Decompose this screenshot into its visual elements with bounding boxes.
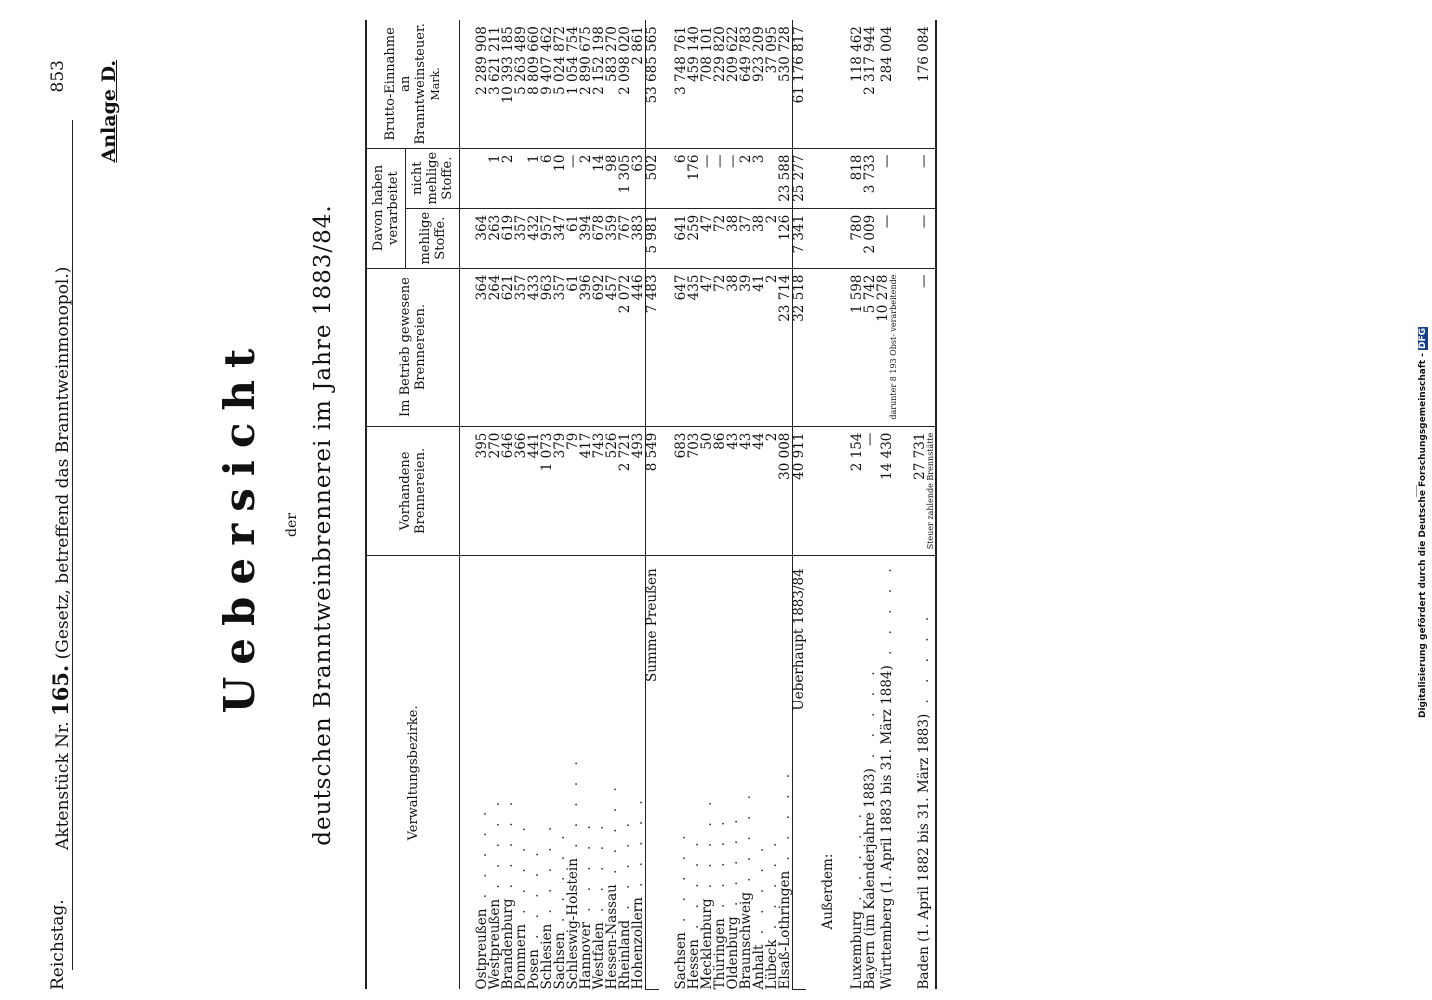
page-subtitle: deutschen Branntweinbrennerei im Jahre 1883/84.	[310, 204, 336, 846]
row-label-text: Rheinland	[617, 919, 633, 990]
cell-mehlige: 957	[541, 208, 554, 268]
empty-cell	[822, 20, 835, 148]
cell-brutto: 2 890 675	[580, 20, 593, 148]
leader-dots: . . . . .	[565, 755, 581, 859]
cell-brutto: 1 054 754	[567, 20, 580, 148]
cell-brutto: 2 317 944	[864, 20, 877, 148]
cell-brutto: 708 101	[701, 20, 714, 148]
leader-dots: . . . . .	[673, 829, 689, 933]
ausserdem-row	[822, 20, 835, 989]
brutto-header-text: Brutto-Einnahme an Branntweinsteuer.	[383, 23, 428, 145]
cell-mehlige: 259	[688, 208, 701, 268]
cell-betrieb: 72	[714, 268, 727, 426]
cell-brutto: 923 209	[753, 20, 766, 148]
spacer-cell	[898, 20, 914, 148]
row-label-text: Mecklenburg	[699, 898, 715, 990]
row-label-text: Oldenburg	[725, 916, 741, 990]
row-label-text: Hessen	[686, 939, 702, 990]
cell-nicht: 14	[593, 148, 606, 208]
cell-brutto: 37 095	[766, 20, 779, 148]
cell-mehlige: 38	[727, 208, 740, 268]
cell-vorhandene: 2	[766, 426, 779, 556]
cell-betrieb: 647	[675, 268, 688, 426]
cell-betrieb: 435	[688, 268, 701, 426]
cell-betrieb: 5 742	[864, 268, 877, 426]
cell-nicht: —	[727, 148, 740, 208]
col-header-nicht-mehlige: nicht mehlige Stoffe.	[406, 148, 460, 208]
row-label-text: Schlesien	[539, 923, 555, 990]
cell-mehlige: 357	[515, 208, 528, 268]
spacer-cell	[898, 148, 914, 208]
cell-mehlige: 383	[632, 208, 646, 268]
cell-vorhandene: 743	[593, 426, 606, 556]
leader-dots: . . . . .	[777, 767, 793, 871]
brutto-header-unit: Mark.	[429, 67, 442, 101]
row-label	[646, 556, 660, 990]
cell-mehlige: 364	[476, 208, 489, 268]
spacer-cell	[806, 208, 822, 268]
leader-dots: . . . . .	[916, 610, 932, 714]
row-label	[877, 556, 898, 990]
row-label	[864, 556, 877, 990]
cell-betrieb: 38	[727, 268, 740, 426]
cell-mehlige: 126	[779, 208, 793, 268]
cell-vorhandene: 30 008	[779, 426, 793, 556]
page-fold-mark	[1416, 485, 1417, 497]
row-label-text: Hannover	[578, 922, 594, 990]
spacer-cell	[806, 20, 822, 148]
leader-dots: . . . . .	[500, 795, 516, 899]
cell-nicht: 3 733	[864, 148, 877, 208]
extra-row	[877, 20, 898, 989]
digitization-credit	[1418, 60, 1432, 985]
row-label-text: Hessen-Nassau	[604, 884, 620, 990]
row-label-text: Brandenburg	[500, 898, 516, 990]
cell-mehlige: 2 009	[864, 208, 877, 268]
table-body	[460, 20, 937, 989]
leader-dots: . . . . .	[764, 836, 780, 940]
row-label-text: Schleswig-Holstein	[565, 858, 581, 990]
leader-dots: . . . . .	[578, 819, 594, 923]
cell-vorhandene: 14 430	[877, 426, 898, 556]
row-label-text: Ueberhaupt 1883/84	[791, 568, 807, 711]
cell-vorhandene: 270	[489, 426, 502, 556]
cell-betrieb: 692	[593, 268, 606, 426]
cell-mehlige: 347	[554, 208, 567, 268]
page-title: Uebersicht	[215, 336, 264, 714]
header-aktenstueck-label: Aktenstück Nr.	[53, 721, 73, 850]
col-header-bezirke: Verwaltungsbezirke.	[366, 556, 460, 990]
cell-brutto: 3 748 761	[675, 20, 688, 148]
baden-note: Steuer zahlende Brennstätte	[926, 432, 935, 550]
cell-vorhandene: 526	[606, 426, 619, 556]
cell-betrieb: 364	[476, 268, 489, 426]
cell-brutto: 2 152 198	[593, 20, 606, 148]
cell-betrieb: 963	[541, 268, 554, 426]
cell-nicht: —	[567, 148, 580, 208]
cell-nicht: 98	[606, 148, 619, 208]
row-label	[793, 556, 807, 990]
cell-vorhandene: 379	[554, 426, 567, 556]
cell-nicht: 6	[541, 148, 554, 208]
cell-vorhandene: 2 721	[619, 426, 632, 556]
cell-betrieb: 357	[554, 268, 567, 426]
cell-betrieb: 7 483	[646, 268, 660, 426]
cell-nicht: 63	[632, 148, 646, 208]
extra-row	[864, 20, 877, 989]
cell-mehlige: 61	[567, 208, 580, 268]
row-label-text: Sachsen	[673, 932, 689, 990]
leader-dots: . . . . .	[751, 841, 767, 945]
leader-dots: . . . . .	[712, 815, 728, 919]
cell-vorhandene: 417	[580, 426, 593, 556]
cell-vorhandene: 43	[727, 426, 740, 556]
cell-betrieb: 61	[567, 268, 580, 426]
cell-betrieb: 457	[606, 268, 619, 426]
leader-dots: . . . . .	[539, 820, 555, 924]
wuerttemberg-note: darunter 8 193 Obst- verarbeitende	[889, 274, 898, 420]
cell-nicht: 10	[554, 148, 567, 208]
spacer-cell	[898, 208, 914, 268]
cell-mehlige: 432	[528, 208, 541, 268]
leader-dots: . . . . .	[738, 789, 754, 892]
cell-vorhandene: 86	[714, 426, 727, 556]
cell-brutto: 2 098 020	[619, 20, 632, 148]
leader-dots: . . . . .	[699, 795, 715, 899]
cell-betrieb: 39	[740, 268, 753, 426]
cell-nicht: 1	[489, 148, 502, 208]
cell-nicht: —	[914, 148, 936, 208]
cell-betrieb: 47	[701, 268, 714, 426]
document-page	[40, 23, 1400, 990]
cell-nicht: 25 277	[793, 148, 807, 208]
cell-nicht: 2	[580, 148, 593, 208]
prussia-row	[515, 20, 528, 989]
cell-betrieb: 23 714	[779, 268, 793, 426]
cell-mehlige: —	[914, 208, 936, 268]
cell-vorhandene: 703	[688, 426, 701, 556]
row-label-text: Sachsen	[552, 932, 568, 990]
cell-nicht: 176	[688, 148, 701, 208]
cell-nicht: 2	[740, 148, 753, 208]
row-label-text: Summe Preußen	[644, 568, 660, 683]
cell-betrieb: 264	[489, 268, 502, 426]
cell-vorhandene: 1 073	[541, 426, 554, 556]
cell-vorhandene: 44	[753, 426, 766, 556]
cell-brutto: 649 783	[740, 20, 753, 148]
running-header	[40, 60, 72, 990]
empty-cell	[822, 148, 835, 208]
leader-dots: . . . . .	[862, 665, 878, 769]
spacer-cell	[898, 556, 914, 990]
cell-nicht: —	[714, 148, 727, 208]
cell-betrieb: 2	[766, 268, 779, 426]
cell-betrieb: 446	[632, 268, 646, 426]
row-label-text: Pommern	[513, 924, 529, 990]
cell-vorhandene: 43	[740, 426, 753, 556]
spacer-cell	[806, 148, 822, 208]
anlage-label: Anlage D.	[98, 60, 120, 163]
cell-vorhandene: 79	[567, 426, 580, 556]
spacer-cell	[806, 426, 822, 556]
cell-brutto: 5 263 489	[515, 20, 528, 148]
cell-betrieb: 10 278 darunter 8 193 Obst- verarbeitende	[877, 268, 898, 426]
cell-vorhandene: 646	[502, 426, 515, 556]
row-label-text: Württemberg (1. April 1883 bis 31. März 1884)	[879, 665, 895, 990]
cell-betrieb: 357	[515, 268, 528, 426]
cell-nicht: 23 588	[779, 148, 793, 208]
cell-nicht: —	[701, 148, 714, 208]
header-number: 165.	[48, 664, 73, 716]
cell-betrieb: 2 072	[619, 268, 632, 426]
cell-mehlige: 7 341	[793, 208, 807, 268]
row-label-text: Ostpreußen	[474, 908, 490, 990]
ausserdem-label: Außerdem:	[820, 853, 836, 930]
cell-brutto: 209 622	[727, 20, 740, 148]
leader-dots: . . . . .	[630, 794, 646, 898]
cell-nicht: —	[877, 148, 898, 208]
cell-mehlige: 359	[606, 208, 619, 268]
statistics-table	[365, 20, 937, 990]
cell-mehlige: 394	[580, 208, 593, 268]
row-label-text: Elsaß-Lothringen	[777, 870, 793, 990]
row-label-text: Luxemburg	[849, 911, 865, 990]
col-header-vorhandene: Vorhandene Brennereien.	[366, 426, 460, 556]
cell-nicht: 3	[753, 148, 766, 208]
credit-text: Digitalisierung gefördert durch die Deutsche Forschungsgemeinschaft -	[1418, 353, 1428, 719]
cell-mehlige: 2	[766, 208, 779, 268]
cell-brutto: 284 004	[877, 20, 898, 148]
spacer-cell	[806, 268, 822, 426]
row-label-text: Bayern (im Kalenderjahre 1883)	[862, 768, 878, 990]
header-aktenstueck	[48, 267, 73, 850]
page-number: 853	[48, 60, 68, 93]
cell-vorhandene: 2 154	[851, 426, 864, 556]
row-label-text: Westpreußen	[487, 898, 503, 990]
title-der: der	[284, 513, 300, 537]
leader-dots: . . . . .	[474, 805, 490, 909]
cell-mehlige: 641	[675, 208, 688, 268]
spacer-row	[898, 20, 914, 989]
col-header-betrieb: Im Betrieb gewesene Brennereien.	[366, 268, 460, 426]
cell-vorhandene: 27 731 Steuer zahlende Brennstätte	[914, 426, 936, 556]
col-header-mehlige: mehlige Stoffe.	[406, 208, 460, 268]
cell-brutto: 53 685 565	[646, 20, 660, 148]
cell-nicht: 502	[646, 148, 660, 208]
row-label-text: Anhalt	[751, 944, 767, 990]
cell-mehlige: 5 981	[646, 208, 660, 268]
cell-brutto: 2 289 908	[476, 20, 489, 148]
cell-mehlige: 619	[502, 208, 515, 268]
cell-brutto: 2 861	[632, 20, 646, 148]
cell-vorhandene: 493	[632, 426, 646, 556]
cell-betrieb: 396	[580, 268, 593, 426]
leader-dots: . . . . .	[513, 821, 529, 925]
header-subject: (Gesetz, betreffend das Branntweinmonopol.)	[53, 266, 73, 660]
row-label	[914, 556, 936, 990]
header-reichstag: Reichstag.	[48, 899, 68, 990]
cell-mehlige: 72	[714, 208, 727, 268]
empty-cell	[822, 426, 835, 556]
baden-row	[914, 20, 936, 989]
row-label-text: Thüringen	[712, 918, 728, 990]
cell-mehlige: 767	[619, 208, 632, 268]
cell-brutto: 176 084	[914, 20, 936, 148]
cell-vorhandene: 40 911	[793, 426, 807, 556]
prussia-sum-row	[646, 20, 660, 989]
leader-dots: . . . . .	[552, 829, 568, 933]
cell-vorhandene: —	[864, 426, 877, 556]
cell-brutto: 8 809 660	[528, 20, 541, 148]
cell-vorhandene: 50	[701, 426, 714, 556]
cell-brutto: 459 140	[688, 20, 701, 148]
cell-brutto: 5 024 872	[554, 20, 567, 148]
empty-cell	[822, 268, 835, 426]
total-row	[793, 20, 807, 989]
cell-mehlige: 780	[851, 208, 864, 268]
cell-brutto: 10 393 185	[502, 20, 515, 148]
cell-vorhandene: 366	[515, 426, 528, 556]
cell-nicht: 1	[528, 148, 541, 208]
leader-dots: . . . . .	[604, 781, 620, 885]
cell-mehlige: 38	[753, 208, 766, 268]
empty-cell	[822, 208, 835, 268]
cell-betrieb: 621	[502, 268, 515, 426]
cell-brutto: 3 621 211	[489, 20, 502, 148]
cell-betrieb: 433	[528, 268, 541, 426]
leader-dots: . . . . .	[487, 795, 503, 899]
cell-brutto: 61 176 817	[793, 20, 807, 148]
leader-dots: . . . . .	[686, 836, 702, 940]
cell-mehlige: 678	[593, 208, 606, 268]
cell-vorhandene: 683	[675, 426, 688, 556]
header-rule	[72, 120, 73, 970]
cell-brutto: 229 820	[714, 20, 727, 148]
cell-mehlige: 37	[740, 208, 753, 268]
cell-mehlige: 47	[701, 208, 714, 268]
leader-dots: . . . . .	[617, 817, 633, 920]
leader-dots: . . . . .	[879, 562, 895, 666]
row-label-text: Westfalen	[591, 922, 607, 990]
row-label-text: Lübeck	[764, 939, 780, 990]
cell-nicht: 2	[502, 148, 515, 208]
cell-nicht: 6	[675, 148, 688, 208]
row-label-text: Posen	[526, 949, 542, 990]
leader-dots: . . . . .	[591, 819, 607, 923]
cell-mehlige: 263	[489, 208, 502, 268]
leader-dots: . . . . .	[526, 846, 542, 950]
leader-dots: . . . . .	[849, 808, 865, 911]
cell-nicht: 1 305	[619, 148, 632, 208]
cell-betrieb: —	[914, 268, 936, 426]
col-header-brutto	[366, 20, 460, 148]
cell-betrieb: 41	[753, 268, 766, 426]
cell-brutto: 118 462	[851, 20, 864, 148]
leader-dots: . . . . .	[725, 813, 741, 917]
spacer-cell	[898, 268, 914, 426]
col-header-davon: Davon haben verarbeitet	[366, 148, 406, 268]
row-label-text: Hohenzollern	[630, 897, 646, 990]
row-label-text: Baden (1. April 1882 bis 31. März 1883)	[916, 713, 932, 990]
cell-vorhandene: 441	[528, 426, 541, 556]
cell-brutto: 530 728	[779, 20, 793, 148]
cell-brutto: 9 407 462	[541, 20, 554, 148]
cell-vorhandene: 8 549	[646, 426, 660, 556]
spacer-cell	[460, 148, 477, 208]
row-label-text: Braunschweig	[738, 892, 754, 990]
cell-brutto: 583 270	[606, 20, 619, 148]
cell-betrieb: 32 518	[793, 268, 807, 426]
spacer-row	[806, 20, 822, 989]
cell-vorhandene: 395	[476, 426, 489, 556]
dfg-logo: DFG	[1418, 327, 1428, 349]
cell-nicht: 818	[851, 148, 864, 208]
cell-betrieb: 1 598	[851, 268, 864, 426]
cell-mehlige: —	[877, 208, 898, 268]
